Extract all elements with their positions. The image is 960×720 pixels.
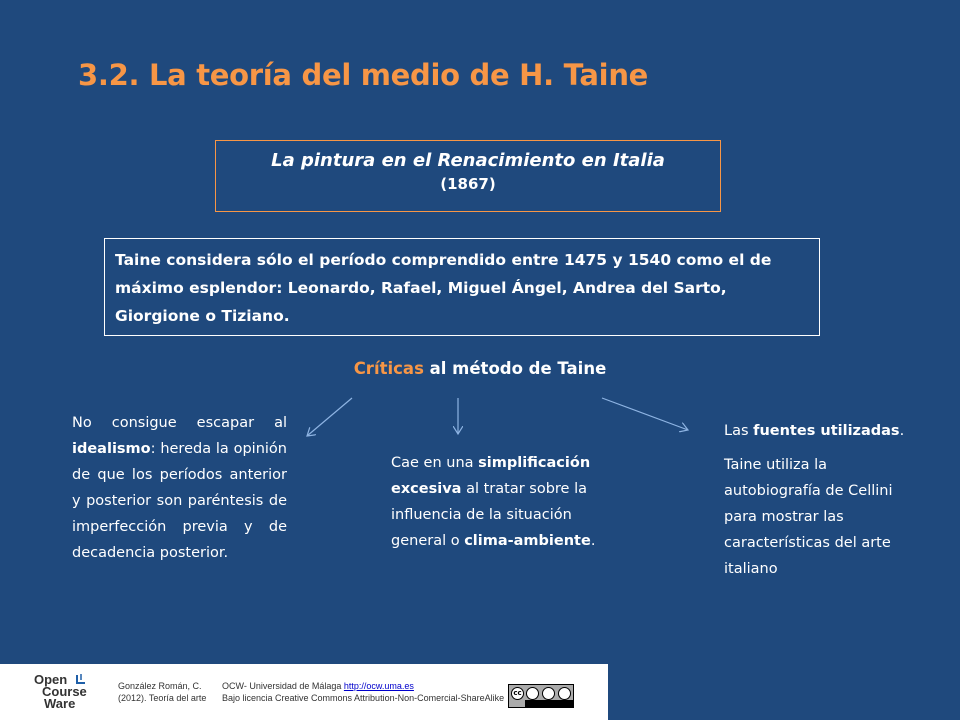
critique-text: Las xyxy=(724,423,754,439)
critique-text: . xyxy=(590,533,596,549)
ocw-logo-line: Course xyxy=(42,684,87,699)
sa-icon xyxy=(558,687,571,700)
ocw-logo-line: Ware xyxy=(44,696,76,711)
critique-text: : hereda la opinión de que los períodos anterior y posterior son paréntesis de imperfección previa y de decadencia posterior. xyxy=(72,441,287,561)
book-year: (1867) xyxy=(440,175,496,193)
cc-license-badge xyxy=(508,684,574,708)
critique-fuentes xyxy=(724,418,914,582)
critique-keyword: fuentes utilizadas xyxy=(753,423,900,439)
fuentes-heading xyxy=(724,418,914,444)
author-credit xyxy=(118,680,206,704)
ocw-badge-icon xyxy=(74,673,88,687)
critique-text: al tratar sobre la influencia de la situación general o xyxy=(391,481,587,549)
nc-icon xyxy=(542,687,555,700)
criticas-heading xyxy=(0,359,960,378)
ocw-logo-line: Open xyxy=(34,672,68,687)
period-box: Taine considera sólo el período comprendido entre 1475 y 1540 como el de máximo esplendor: Leonardo, Rafael, Miguel Ángel, Andrea del Sarto, Giorgione o Tiziano. xyxy=(104,238,820,336)
ocw-link[interactable]: http://ocw.uma.es xyxy=(343,681,414,691)
license-line xyxy=(222,680,504,692)
critique-keyword: simplificación excesiva xyxy=(391,455,591,497)
license-line: Bajo licencia Creative Commons Attribution-Non-Comercial-ShareAlike xyxy=(222,693,505,703)
license-text: OCW- Universidad de Málaga xyxy=(222,681,344,691)
by-icon xyxy=(526,687,539,700)
cc-bar xyxy=(525,700,573,707)
critique-text: No consigue escapar al xyxy=(72,415,287,431)
cc-icon: cc xyxy=(511,687,524,700)
critique-keyword: clima-ambiente xyxy=(464,533,591,549)
author-line: (2012). Teoría del arte xyxy=(118,693,207,703)
criticas-accent: Críticas xyxy=(353,359,424,378)
critique-text: . xyxy=(899,423,905,439)
critique-keyword: idealismo xyxy=(72,441,151,457)
book-box xyxy=(215,140,721,212)
arrow-left xyxy=(307,398,352,436)
license-info xyxy=(222,680,504,704)
criticas-rest: al método de Taine xyxy=(423,359,607,378)
book-title: La pintura en el Renacimiento en Italia xyxy=(271,150,665,171)
slide-title: 3.2. La teoría del medio de H. Taine xyxy=(78,58,649,92)
author-line: González Román, C. xyxy=(118,681,202,691)
critique-idealismo xyxy=(72,410,287,566)
critique-text: Cae en una xyxy=(391,455,479,471)
fuentes-detail: Taine utiliza la autobiografía de Cellini para mostrar las características del arte italiano xyxy=(724,457,893,577)
critique-simplificacion xyxy=(391,450,626,554)
footer xyxy=(0,664,608,720)
arrow-right xyxy=(602,398,688,430)
